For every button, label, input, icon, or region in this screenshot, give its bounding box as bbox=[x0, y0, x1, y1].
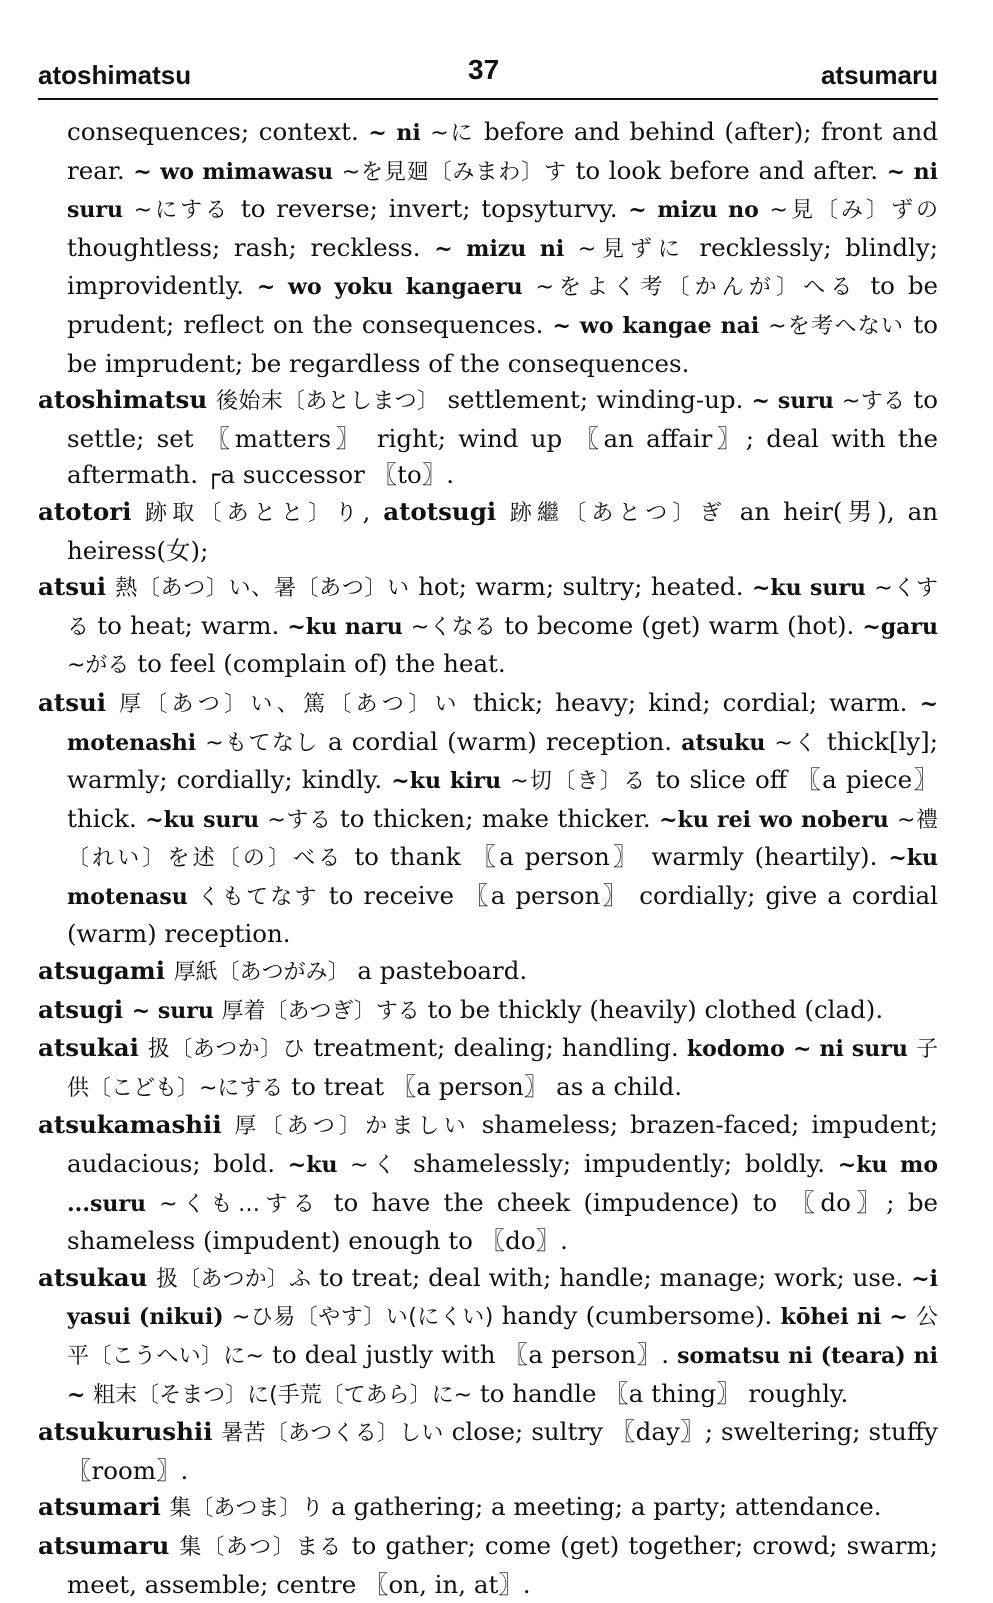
dictionary-entry bbox=[38, 685, 938, 953]
definition-text: to thicken; make thicker. bbox=[331, 803, 660, 833]
japanese-text: 集〔あつま〕り bbox=[169, 1496, 324, 1522]
definition-text: to treat; deal with; handle; manage; work; use. bbox=[311, 1262, 912, 1292]
dictionary-entry bbox=[38, 1414, 938, 1489]
entry-headword: atsukai bbox=[38, 1033, 148, 1063]
entry-headword: atsukamashii bbox=[38, 1110, 235, 1140]
dictionary-entries bbox=[38, 114, 938, 1603]
definition-text: hot; warm; sultry; heated. bbox=[409, 572, 752, 602]
romanized-phrase: ~garu bbox=[862, 613, 939, 640]
japanese-text: 扱〔あつか〕ふ bbox=[156, 1266, 312, 1292]
japanese-text: ~禮〔れい〕を述〔の〕べる bbox=[67, 807, 938, 872]
definition-text: to handle 〖a thing〗 roughly. bbox=[472, 1378, 849, 1408]
definition-text: to become (get) warm (hot). bbox=[496, 610, 863, 640]
japanese-text: ~する bbox=[841, 389, 906, 415]
entry-headword: atotori bbox=[38, 496, 146, 526]
entry-headword: atsui bbox=[38, 572, 116, 602]
japanese-text: ~する bbox=[267, 807, 332, 833]
japanese-text: 厚〔あつ〕い、篤〔あつ〕い bbox=[118, 691, 461, 717]
entry-headword: atsukau bbox=[38, 1262, 157, 1292]
japanese-text: ~く bbox=[350, 1153, 401, 1179]
japanese-text: ~見〔み〕ずの bbox=[769, 198, 938, 224]
definition-text: a pasteboard. bbox=[349, 956, 528, 986]
definition-text: recklessly; blindly; improvidently. bbox=[67, 232, 939, 301]
japanese-text: 暑苦〔あつくる〕しい bbox=[221, 1421, 444, 1447]
romanized-phrase: ~ mizu no bbox=[628, 197, 770, 224]
romanized-phrase: ~ ni bbox=[368, 120, 431, 146]
romanized-phrase: ~ku bbox=[287, 1152, 351, 1179]
definition-text: to gather; come (get) together; crowd; swarm; meet, assemble; centre 〖on, in, at〗. bbox=[67, 1530, 938, 1599]
japanese-text: 熱〔あつ〕い、暑〔あつ〕い bbox=[115, 576, 410, 602]
definition-text: handy (cumbersome). bbox=[493, 1301, 781, 1331]
romanized-phrase: ~i yasui (nikui) bbox=[67, 1265, 938, 1331]
definition-text: close; sultry 〖day〗; sweltering; stuffy 〖room〗. bbox=[67, 1417, 938, 1485]
romanized-phrase: ~ku motenasu bbox=[67, 845, 938, 910]
definition-text: to feel (complain of) the heat. bbox=[129, 649, 506, 679]
japanese-text: ~くも…する bbox=[159, 1191, 321, 1217]
romanized-phrase: ~ ni suru bbox=[67, 158, 938, 224]
japanese-text: 子供〔こども〕~にする bbox=[67, 1037, 938, 1101]
dictionary-entry bbox=[38, 1030, 938, 1107]
definition-text: to thank 〖a person〗 warmly (heartily). bbox=[343, 842, 889, 872]
romanized-phrase: ~ku suru bbox=[751, 575, 875, 602]
japanese-text: 粗末〔そまつ〕に(手荒〔てあら〕に~ bbox=[93, 1382, 473, 1408]
definition-text: thoughtless; rash; reckless. bbox=[67, 232, 435, 262]
definition-text: an heir(男), an heiress(女); bbox=[67, 496, 938, 565]
entry-headword: atoshimatsu bbox=[38, 385, 217, 415]
entry-headword: atsukurushii bbox=[38, 1417, 222, 1447]
left-running-headword: atoshimatsu bbox=[38, 60, 192, 90]
romanized-phrase: ~ku naru bbox=[287, 613, 411, 640]
dictionary-entry bbox=[38, 114, 938, 382]
japanese-text: 厚〔あつ〕かましい bbox=[234, 1114, 470, 1140]
definition-text: to be thickly (heavily) clothed (clad). bbox=[419, 994, 884, 1024]
japanese-text: 後始末〔あとしまつ〕 bbox=[216, 389, 440, 415]
dictionary-entry bbox=[38, 992, 938, 1031]
entry-headword: atsugi bbox=[38, 994, 132, 1024]
japanese-text: 公平〔こうへい〕に~ bbox=[67, 1305, 939, 1369]
romanized-phrase: atsuku bbox=[681, 729, 775, 756]
japanese-text: ~を考へない bbox=[768, 313, 905, 339]
definition-text: settlement; winding-up. bbox=[439, 385, 752, 415]
dictionary-entry bbox=[38, 1489, 938, 1528]
romanized-phrase: ~ wo yoku kangaeru bbox=[256, 274, 536, 301]
definition-text: to reverse; invert; topsyturvy. bbox=[230, 194, 629, 224]
definition-text: consequences; context. bbox=[67, 117, 369, 146]
entry-headword: atsugami bbox=[38, 956, 174, 986]
romanized-phrase: ~ wo kangae nai bbox=[552, 312, 769, 339]
definition-text: a cordial (warm) reception. bbox=[318, 726, 682, 756]
japanese-text: ~をよく考〔かんが〕へる bbox=[535, 275, 858, 301]
japanese-text: 扱〔あつか〕ひ bbox=[147, 1037, 305, 1063]
definition-text: to heat; warm. bbox=[89, 610, 288, 640]
entry-headword: atsui bbox=[38, 687, 119, 717]
dictionary-entry bbox=[38, 569, 938, 685]
romanized-phrase: somatsu ni (teara) ni ~ bbox=[67, 1343, 938, 1408]
page-number: 37 bbox=[468, 54, 500, 85]
entry-headword: atsumaru bbox=[38, 1530, 180, 1560]
japanese-text: 集〔あつ〕まる bbox=[179, 1534, 343, 1560]
entry-headword: atotsugi bbox=[383, 496, 510, 526]
definition-text: to settle; set 〖matters〗 right; wind up 〖an affair〗; deal with the aftermath. ┌a successor 〖to〗. bbox=[67, 385, 938, 490]
entry-headword: atsumari bbox=[38, 1492, 170, 1522]
dictionary-entry bbox=[38, 1528, 938, 1603]
definition-text: to be prudent; reflect on the consequences. bbox=[67, 271, 939, 339]
japanese-text: 厚着〔あつぎ〕する bbox=[221, 998, 420, 1024]
dictionary-entry bbox=[38, 494, 938, 569]
romanized-phrase: ~ku kiru bbox=[391, 768, 511, 795]
romanized-phrase: ~ suru bbox=[751, 388, 842, 415]
japanese-text: ~ひ易〔やす〕い(にくい) bbox=[231, 1305, 494, 1331]
japanese-text: 跡取〔あとと〕り bbox=[145, 500, 363, 526]
definition-text: to treat 〖a person〗 as a child. bbox=[283, 1071, 683, 1101]
definition-text: before and behind (after); front and rear. bbox=[67, 117, 938, 185]
definition-text: a gathering; a meeting; a party; attendance. bbox=[323, 1492, 882, 1522]
romanized-phrase: ~ku suru bbox=[145, 806, 268, 833]
definition-text: , bbox=[362, 496, 384, 526]
japanese-text: ~見ずに bbox=[577, 236, 686, 262]
romanized-phrase: ~ mizu ni bbox=[434, 235, 578, 262]
definition-text: treatment; dealing; handling. bbox=[304, 1033, 687, 1063]
definition-text: to look before and after. bbox=[566, 155, 887, 185]
romanized-phrase: ~ wo mimawasu bbox=[133, 158, 342, 185]
dictionary-page bbox=[38, 52, 938, 1603]
dictionary-entry bbox=[38, 1260, 938, 1414]
definition-text: to deal justly with 〖a person〗. bbox=[263, 1340, 678, 1369]
japanese-text: ~を見廻〔みまわ〕す bbox=[341, 159, 567, 185]
japanese-text: 厚紙〔あつがみ〕 bbox=[173, 960, 350, 986]
romanized-phrase: ~ motenashi bbox=[67, 690, 938, 756]
definition-text: thick[ly]; warmly; cordially; kindly. bbox=[67, 726, 938, 795]
japanese-text: ~くする bbox=[67, 576, 938, 640]
japanese-text: ~にする bbox=[133, 198, 231, 224]
japanese-text: ~もてなし bbox=[205, 730, 319, 756]
japanese-text: ~切〔き〕る bbox=[510, 769, 647, 795]
dictionary-entry bbox=[38, 953, 938, 992]
japanese-text: くもてなす bbox=[197, 884, 319, 910]
definition-text: to receive 〖a person〗 cordially; give a cordial (warm) reception. bbox=[67, 880, 938, 949]
definition-text: to slice off 〖a piece〗 thick. bbox=[67, 765, 938, 833]
definition-text: to have the cheek (impudence) to 〖do〗; be shameless (impudent) enough to 〖do〗. bbox=[67, 1187, 939, 1256]
japanese-text: 跡繼〔あとつ〕ぎ bbox=[509, 500, 727, 526]
definition-text: to be imprudent; be regardless of the consequences. bbox=[67, 309, 939, 378]
definition-text: shameless; brazen-faced; impudent; audacious; bold. bbox=[67, 1110, 938, 1179]
right-running-headword: atsumaru bbox=[820, 60, 938, 90]
definition-text: thick; heavy; kind; cordial; warm. bbox=[460, 687, 920, 717]
romanized-phrase: ~ku mo ...suru bbox=[67, 1152, 938, 1217]
romanized-phrase: kōhei ni ~ bbox=[780, 1304, 916, 1331]
japanese-text: ~がる bbox=[67, 653, 130, 679]
dictionary-entry bbox=[38, 382, 938, 494]
romanized-phrase: kodomo ~ ni suru bbox=[686, 1036, 916, 1063]
dictionary-entry bbox=[38, 1107, 938, 1259]
romanized-phrase: ~ suru bbox=[131, 997, 222, 1024]
romanized-phrase: ~ku rei wo noberu bbox=[659, 806, 897, 833]
definition-text: shamelessly; impudently; boldly. bbox=[400, 1149, 838, 1179]
page-header bbox=[38, 52, 938, 100]
japanese-text: ~くなる bbox=[410, 614, 497, 640]
japanese-text: ~に bbox=[430, 121, 475, 146]
japanese-text: ~く bbox=[774, 730, 818, 756]
